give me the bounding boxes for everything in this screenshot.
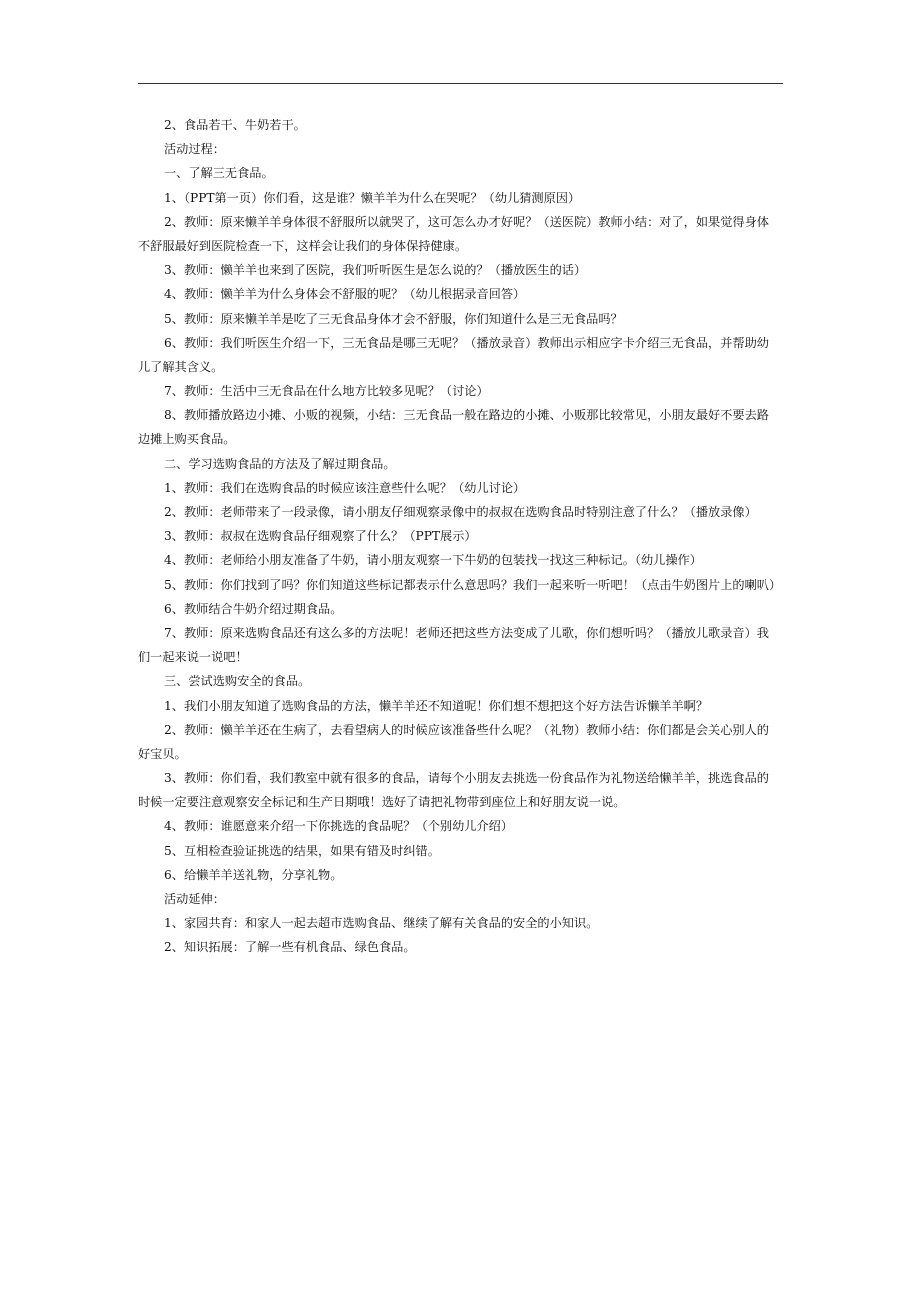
paragraph-line: 5、教师：你们找到了吗？你们知道这些标记都表示什么意思吗？我们一起来听一听吧！（点击牛奶图片上的喇叭） (164, 577, 782, 592)
paragraph-line: 4、教师：谁愿意来介绍一下你挑选的食品呢？（个别幼儿介绍） (164, 819, 514, 834)
paragraph-line: 6、教师结合牛奶介绍过期食品。 (164, 601, 343, 616)
paragraph-line: 2、教师：老师带来了一段录像，请小朋友仔细观察录像中的叔叔在选购食品时特别注意了什么？（播放录像） (164, 505, 757, 519)
paragraph-line: 们一起来说一说吧！ (138, 650, 248, 665)
document-body (138, 113, 783, 960)
header-rule (138, 83, 783, 84)
paragraph-line: 6、给懒羊羊送礼物，分享礼物。 (164, 867, 343, 882)
paragraph-line: 2、知识拓展：了解一些有机食品、绿色食品。 (164, 940, 416, 955)
paragraph-line: 7、教师：生活中三无食品在什么地方比较多见呢？（讨论） (164, 384, 489, 399)
paragraph-line: 3、教师：懒羊羊也来到了医院，我们听听医生是怎么说的？（播放医生的话） (164, 263, 587, 278)
paragraph-line: 1、家园共育：和家人一起去超市选购食品、继续了解有关食品的安全的小知识。 (164, 916, 599, 931)
paragraph-line: 1、我们小朋友知道了选购食品的方法，懒羊羊还不知道呢！你们想不想把这个好方法告诉懒羊羊啊？ (164, 698, 709, 713)
paragraph-line: 7、教师：原来选购食品还有这么多的方法呢！老师还把这些方法变成了儿歌，你们想听吗？（播放儿歌录音）我 (164, 625, 769, 640)
paragraph-line: 时候一定要注意观察安全标记和生产日期哦！选好了请把礼物带到座位上和好朋友说一说。 (138, 795, 626, 810)
paragraph-line: 儿了解其含义。 (138, 359, 224, 374)
paragraph-line: 5、教师：原来懒羊羊是吃了三无食品身体才会不舒服，你们知道什么是三无食品吗？ (164, 311, 623, 326)
paragraph-line: 边摊上购买食品。 (138, 432, 236, 447)
paragraph-line: 6、教师：我们听医生介绍一下，三无食品是哪三无呢？（播放录音）教师出示相应字卡介绍三无食品，并帮助幼 (164, 335, 769, 350)
paragraph-line: 8、教师播放路边小摊、小贩的视频，小结：三无食品一般在路边的小摊、小贩那比较常见，小朋友最好不要去路 (164, 408, 769, 423)
paragraph-line: 1、（PPT第一页）你们看，这是谁？懒羊羊为什么在哭呢？（幼儿猜测原因） (164, 190, 581, 205)
paragraph-line: 二、学习选购食品的方法及了解过期食品。 (164, 456, 396, 471)
paragraph-line: 3、教师：你们看，我们教室中就有很多的食品，请每个小朋友去挑选一份食品作为礼物送给懒羊羊，挑选食品的 (164, 771, 769, 786)
paragraph-line: 活动过程： (164, 142, 225, 157)
paragraph-line: 2、教师：懒羊羊还在生病了，去看望病人的时候应该准备些什么呢？（礼物）教师小结：你们都是会关心别人的 (164, 722, 769, 737)
paragraph-line: 4、教师：懒羊羊为什么身体会不舒服的呢？（幼儿根据录音回答） (164, 287, 526, 302)
paragraph-line: 活动延伸： (164, 892, 225, 906)
paragraph-line: 三、尝试选购安全的食品。 (164, 674, 311, 689)
paragraph-line: 2、食品若干、牛奶若干。 (164, 118, 306, 132)
paragraph-line: 一、了解三无食品。 (164, 166, 274, 181)
paragraph-line: 不舒服最好到医院检查一下，这样会让我们的身体保持健康。 (138, 238, 468, 253)
paragraph-line: 好宝贝。 (138, 746, 187, 761)
paragraph-line: 5、互相检查验证挑选的结果，如果有错及时纠错。 (164, 843, 440, 858)
paragraph-line: 4、教师：老师给小朋友准备了牛奶，请小朋友观察一下牛奶的包装找一找这三种标记。（幼儿操作） (164, 553, 702, 568)
paragraph-line: 2、教师：原来懒羊羊身体很不舒服所以就哭了，这可怎么办才好呢？（送医院）教师小结：对了，如果觉得身体 (164, 214, 769, 229)
paragraph-line: 1、教师：我们在选购食品的时候应该注意些什么呢？（幼儿讨论） (164, 480, 526, 495)
paragraph-line: 3、教师：叔叔在选购食品仔细观察了什么？（PPT展示） (164, 529, 477, 544)
